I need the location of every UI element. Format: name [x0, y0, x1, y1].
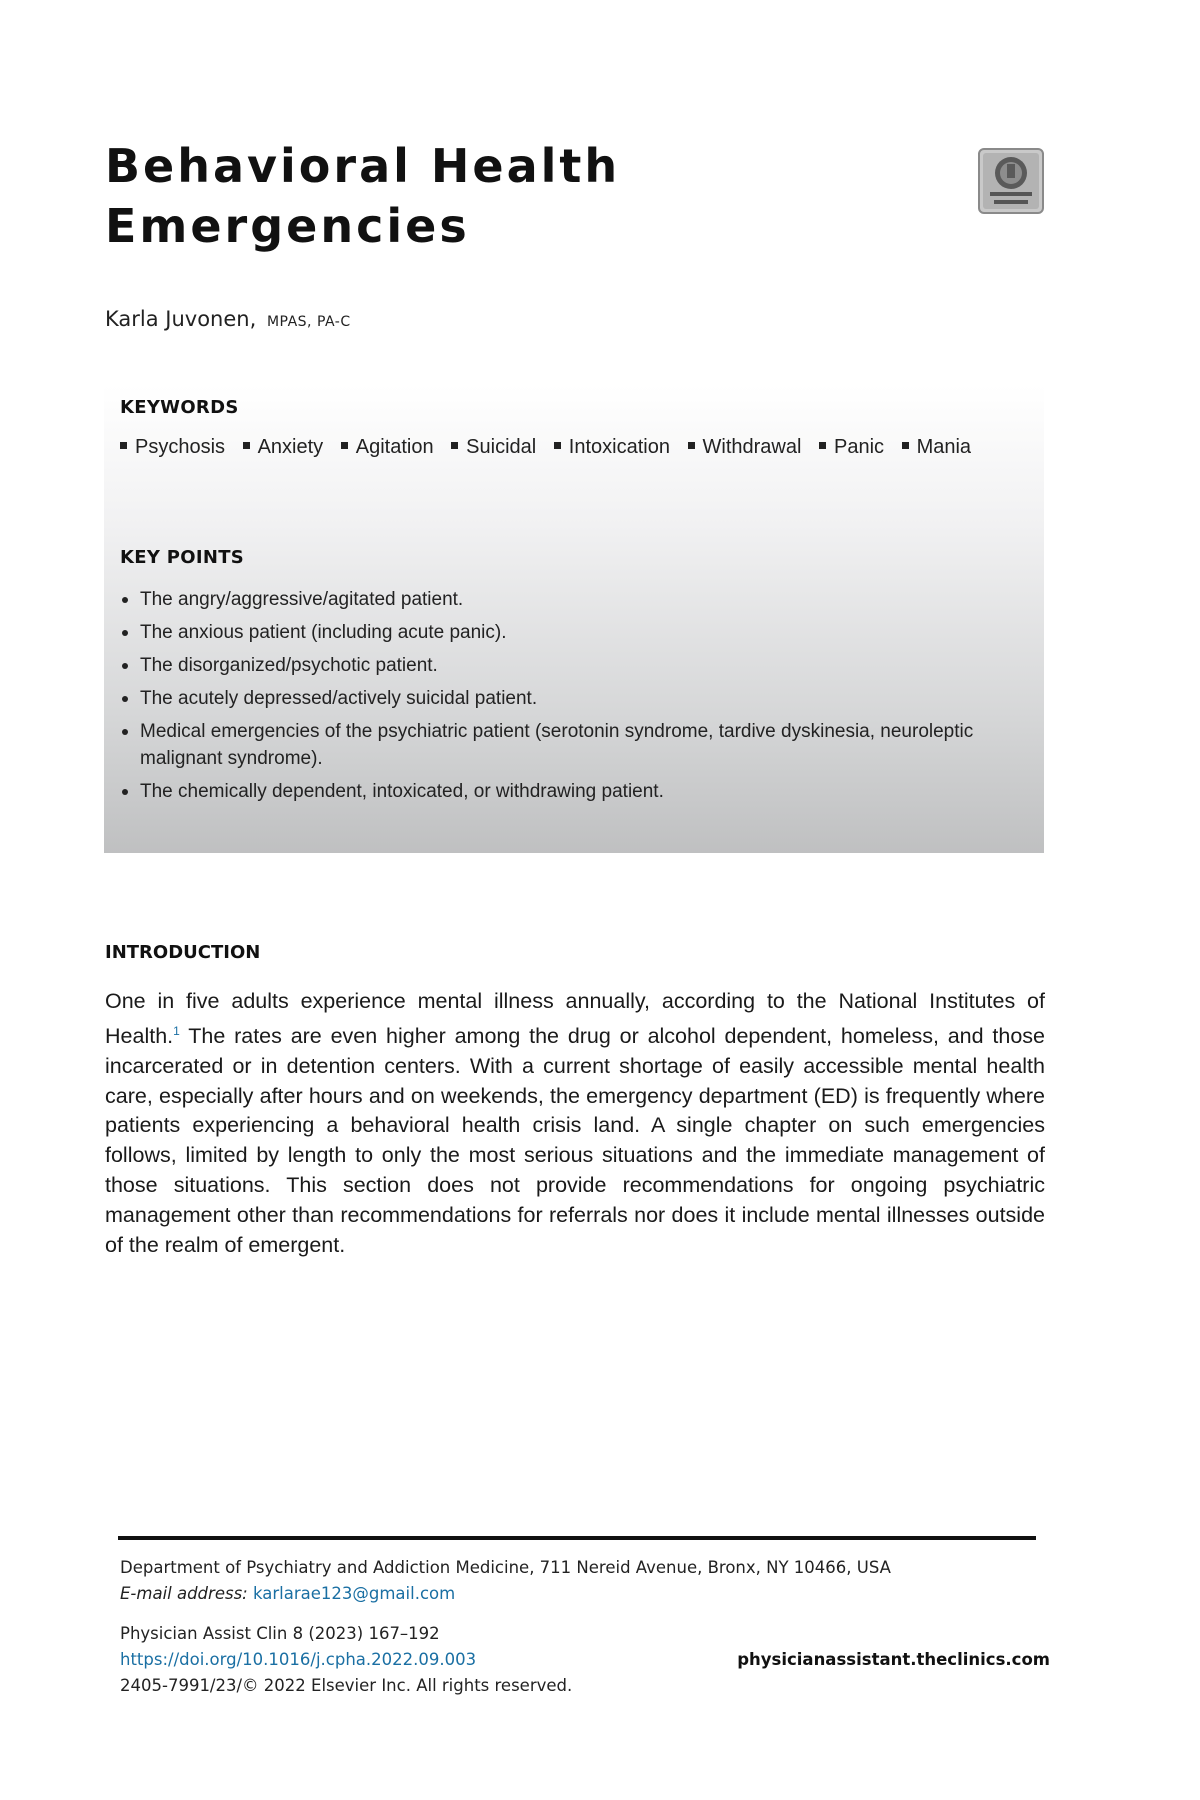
introduction-paragraph: One in five adults experience mental illness annually, according to the National Institutes of Health.$^1$ The rates are even higher among the drug or alcohol dependent, homeless, and those incarcerated or in detention centers. With a current shortage of easily accessible mental health care, especially after hours and on weekends, the emergency department (ED) is frequently where patients experiencing a behavioral health crisis land. A single chapter on such emergencies follows, limited by length to only the most serious situations and the immediate management of those situations. This section does not provide recommendations for ongoing psychiatric management other than recommendations for referrals nor does it include mental illnesses outside of the realm of emergent. — [105, 989, 1045, 1257]
journal-website[interactable]: physicianassistant.theclinics.com — [737, 1650, 1050, 1669]
square-bullet-icon — [341, 442, 348, 449]
bullet-icon — [122, 597, 128, 603]
keyword: Panic — [819, 433, 884, 462]
article-title — [105, 136, 620, 256]
list-item: The disorganized/psychotic patient. — [120, 652, 1030, 679]
keyword: Psychosis — [120, 433, 225, 462]
square-bullet-icon — [120, 442, 127, 449]
square-bullet-icon — [688, 442, 695, 449]
email-link[interactable]: karlarae123@gmail.com — [252, 1584, 456, 1603]
square-bullet-icon — [819, 442, 826, 449]
bullet-icon — [122, 789, 128, 795]
keyword: Anxiety — [243, 433, 324, 462]
introduction-heading: INTRODUCTION — [105, 942, 261, 963]
citation-link[interactable]: 1 — [173, 1023, 180, 1038]
list-item: Medical emergencies of the psychiatric patient (serotonin syndrome, tardive dyskinesia, neuroleptic malignant syndrome). — [120, 718, 1030, 772]
list-item: The chemically dependent, intoxicated, or withdrawing patient. — [120, 778, 1030, 805]
title-line-2: Emergencies — [105, 199, 470, 253]
keywords-list — [120, 433, 1020, 462]
copyright-notice: 2405-7991/23/© 2022 Elsevier Inc. All rights reserved. — [120, 1676, 573, 1695]
doi-link[interactable]: https://doi.org/10.1016/j.cpha.2022.09.003 — [120, 1650, 477, 1669]
author-credentials: MPAS, PA-C — [266, 314, 351, 330]
key-points-list — [120, 586, 1030, 811]
keywords-box — [104, 385, 1044, 853]
bullet-icon — [122, 696, 128, 702]
author-affiliation: Department of Psychiatry and Addiction Medicine, 711 Nereid Avenue, Bronx, NY 10466, USA — [120, 1558, 891, 1577]
author-name: Karla Juvonen, — [105, 307, 257, 331]
list-item: The acutely depressed/actively suicidal patient. — [120, 685, 1030, 712]
square-bullet-icon — [902, 442, 909, 449]
bullet-icon — [122, 630, 128, 636]
list-item: The angry/aggressive/agitated patient. — [120, 586, 1030, 613]
keyword: Withdrawal — [688, 433, 802, 462]
email-label: E-mail address: — [120, 1584, 248, 1603]
key-points-heading: KEY POINTS — [120, 547, 245, 568]
title-line-1: Behavioral Health — [105, 139, 621, 193]
bullet-icon — [122, 663, 128, 669]
article-footer — [120, 1555, 1050, 1699]
email-line — [120, 1581, 1050, 1607]
square-bullet-icon — [451, 442, 458, 449]
footer-divider — [118, 1536, 1036, 1540]
square-bullet-icon — [554, 442, 561, 449]
keyword: Agitation — [341, 433, 434, 462]
keywords-heading: KEYWORDS — [120, 397, 239, 418]
keyword: Suicidal — [451, 433, 536, 462]
bullet-icon — [122, 729, 128, 735]
list-item: The anxious patient (including acute panic). — [120, 619, 1030, 646]
author-line — [105, 307, 351, 331]
keyword: Intoxication — [554, 433, 670, 462]
check-for-updates-badge[interactable] — [978, 148, 1044, 214]
journal-citation: Physician Assist Clin 8 (2023) 167–192 — [120, 1624, 440, 1643]
keyword: Mania — [902, 433, 971, 462]
doi-line — [120, 1647, 1050, 1673]
square-bullet-icon — [243, 442, 250, 449]
